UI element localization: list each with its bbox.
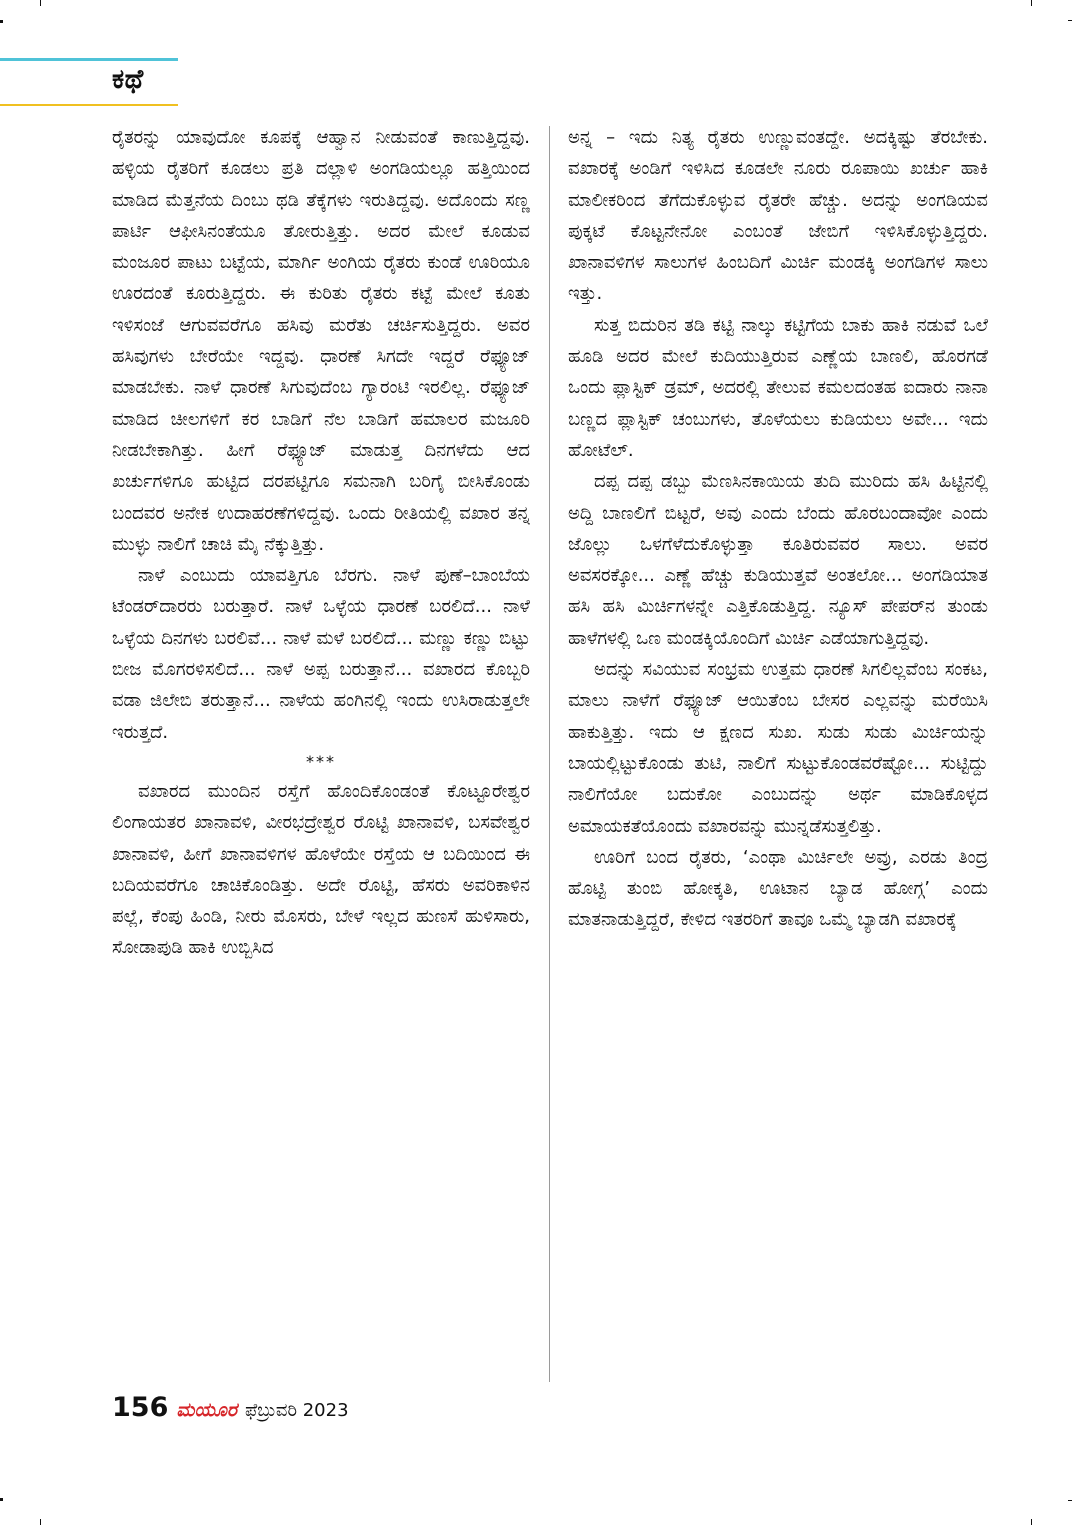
left-column [112,122,530,1384]
crop-mark [0,20,3,23]
crop-mark [1068,1500,1072,1501]
paragraph: ಸುತ್ತ ಬಿದುರಿನ ತಡಿ ಕಟ್ಟಿ ನಾಲ್ಕು ಕಟ್ಟಿಗೆಯ ಬಾಕು ಹಾಕಿ ನಡುವೆ ಒಲೆ ಹೂಡಿ ಅದರ ಮೇಲೆ ಕುದಿಯುತ್ತಿರುವ ಎಣ್ಣೆಯ ಬಾಣಲಿ, ಹೊರಗಡೆ ಒಂದು ಪ್ಲಾಸ್ಟಿಕ್ ಡ್ರಮ್, ಅದರಲ್ಲಿ ತೇಲುವ ಕಮಲದಂತಹ ಐದಾರು ನಾನಾ ಬಣ್ಣದ ಪ್ಲಾಸ್ಟಿಕ್ ಚಂಬುಗಳು, ತೊಳೆಯಲು ಕುಡಿಯಲು ಅವೇ... ಇದು ಹೋಟೆಲ್. [568,314,988,461]
crop-mark [0,1498,3,1501]
section-title: ಕಥೆ [112,64,144,95]
right-column [568,122,988,1384]
paragraph: ರೈತರನ್ನು ಯಾವುದೋ ಕೂಪಕ್ಕೆ ಆಹ್ವಾನ ನೀಡುವಂತೆ ಕಾಣುತ್ತಿದ್ದವು. ಹಳ್ಳಿಯ ರೈತರಿಗೆ ಕೂಡಲು ಪ್ರತಿ ದಲ್ಲಾಳಿ ಅಂಗಡಿಯಲ್ಲೂ ಹತ್ತಿಯಿಂದ ಮಾಡಿದ ಮೆತ್ತನೆಯ ದಿಂಬು ಥಡಿ ತೆಕ್ಕೆಗಳು ಇರುತಿದ್ದವು. ಅದೊಂದು ಸಣ್ಣ ಪಾರ್ಟಿ ಆಫೀಸಿನಂತೆಯೂ ತೋರುತ್ತಿತ್ತು. ಅದರ ಮೇಲೆ ಕೂಡುವ ಮಂಜೂರ ಪಾಟು ಬಟ್ಟೆಯ, ಮಾರ್ಗಿ ಅಂಗಿಯ ರೈತರು ಕುಂಡೆ ಊರಿಯೂ ಊರದಂತೆ ಕೂರುತ್ತಿದ್ದರು. ಈ ಕುರಿತು ರೈತರು ಕಟ್ಟೆ ಮೇಲೆ ಕೂತು ಇಳಿಸಂಜೆ ಆಗುವವರೆಗೂ ಹಸಿವು ಮರೆತು ಚರ್ಚಿಸುತ್ತಿದ್ದರು. ಅವರ ಹಸಿವುಗಳು ಬೇರೆಯೇ ಇದ್ದವು. ಧಾರಣೆ ಸಿಗದೇ ಇದ್ದರೆ ರೆಫ್ಯೂಜ್ ಮಾಡಬೇಕು. ನಾಳೆ ಧಾರಣೆ ಸಿಗುವುದೆಂಬ ಗ್ಯಾರಂಟಿ ಇರಲಿಲ್ಲ. ರೆಫ್ಯೂಜ್ ಮಾಡಿದ ಚೀಲಗಳಿಗೆ ಕರ ಬಾಡಿಗೆ ನೆಲ ಬಾಡಿಗೆ ಹಮಾಲರ ಮಜೂರಿ ನೀಡಬೇಕಾಗಿತ್ತು. ಹೀಗೆ ರೆಫ್ಯೂಜ್ ಮಾಡುತ್ತ ದಿನಗಳೆದು ಆದ ಖರ್ಚುಗಳಿಗೂ ಹುಟ್ಟಿದ ದರಪಟ್ಟಿಗೂ ಸಮನಾಗಿ ಬರಿಗೈ ಬೀಸಿಕೊಂಡು ಬಂದವರ ಅನೇಕ ಉದಾಹರಣೆಗಳಿದ್ದವು. ಒಂದು ರೀತಿಯಲ್ಲಿ ವಖಾರ ತನ್ನ ಮುಳ್ಳು ನಾಲಿಗೆ ಚಾಚಿ ಮೈ ನೆಕ್ಕುತ್ತಿತ್ತು. [112,127,530,555]
crop-mark [40,1519,41,1525]
page-number: 156 [112,1392,169,1423]
paragraph: ದಪ್ಪ ದಪ್ಪ ಡಬ್ಬು ಮೆಣಸಿನಕಾಯಿಯ ತುದಿ ಮುರಿದು ಹಸಿ ಹಿಟ್ಟಿನಲ್ಲಿ ಅದ್ದಿ ಬಾಣಲಿಗೆ ಬಿಟ್ಟರೆ, ಅವು ಎಂದು ಬೆಂದು ಹೊರಬಂದಾವೋ ಎಂದು ಜೊಲ್ಲು ಒಳಗೆಳೆದುಕೊಳ್ಳುತ್ತಾ ಕೂತಿರುವವರ ಸಾಲು. ಅವರ ಅವಸರಕ್ಕೋ... ಎಣ್ಣೆ ಹೆಚ್ಚು ಕುಡಿಯುತ್ತವೆ ಅಂತಲೋ... ಅಂಗಡಿಯಾತ ಹಸಿ ಹಸಿ ಮಿರ್ಚಿಗಳನ್ನೇ ಎತ್ತಿಕೊಡುತ್ತಿದ್ದ. ನ್ಯೂಸ್ ಪೇಪರ್‌ನ ತುಂಡು ಹಾಳೆಗಳಲ್ಲಿ ಒಣ ಮಂಡಕ್ಕಿಯೊಂದಿಗೆ ಮಿರ್ಚಿ ಎಡೆಯಾಗುತ್ತಿದ್ದವು. [568,471,988,649]
crop-mark [1031,0,1032,6]
header-underline-rule [0,104,178,106]
magazine-logo: ಮಯೂರ [176,1399,237,1421]
paragraph: ಅದನ್ನು ಸವಿಯುವ ಸಂಭ್ರಮ ಉತ್ತಮ ಧಾರಣೆ ಸಿಗಲಿಲ್ಲವೆಂಬ ಸಂಕಟ, ಮಾಲು ನಾಳೆಗೆ ರೆಫ್ಯೂಜ್ ಆಯಿತೆಂಬ ಬೇಸರ ಎಲ್ಲವನ್ನು ಮರೆಯಿಸಿ ಹಾಕುತ್ತಿತ್ತು. ಇದು ಆ ಕ್ಷಣದ ಸುಖ. ಸುಡು ಸುಡು ಮಿರ್ಚಿಯನ್ನು ಬಾಯಲ್ಲಿಟ್ಟುಕೊಂಡು ತುಟಿ, ನಾಲಿಗೆ ಸುಟ್ಟುಕೊಂಡವರೆಷ್ಟೋ... ಸುಟ್ಟಿದ್ದು ನಾಲಿಗೆಯೋ ಬದುಕೋ ಎಂಬುದನ್ನು ಅರ್ಥ ಮಾಡಿಕೊಳ್ಳದ ಅಮಾಯಕತೆಯೊಂದು ವಖಾರವನ್ನು ಮುನ್ನಡೆಸುತ್ತಲಿತ್ತು. [568,659,988,837]
column-divider-rule [549,126,550,1382]
paragraph: ಊರಿಗೆ ಬಂದ ರೈತರು, ‘ಎಂಥಾ ಮಿರ್ಚಿಲೇ ಅವ್ರು, ಎರಡು ತಿಂದ್ರ ಹೊಟ್ಟಿ ತುಂಬಿ ಹೋಕ್ಕತಿ, ಊಟಾನ ಬ್ಯಾಡ ಹೋಗ್ಗ’ ಎಂದು ಮಾತನಾಡುತ್ತಿದ್ದರೆ, ಕೇಳಿದ ಇತರರಿಗೆ ತಾವೂ ಒಮ್ಮೆ ಬ್ಯಾಡಗಿ ವಖಾರಕ್ಕೆ [568,846,988,931]
paragraph: ಅನ್ನ – ಇದು ನಿತ್ಯ ರೈತರು ಉಣ್ಣುವಂತದ್ದೇ. ಅದಕ್ಕಿಷ್ಟು ತೆರಬೇಕು. ವಖಾರಕ್ಕೆ ಅಂಡಿಗೆ ಇಳಿಸಿದ ಕೂಡಲೇ ನೂರು ರೂಪಾಯಿ ಖರ್ಚು ಹಾಕಿ ಮಾಲೀಕರಿಂದ ತೆಗೆದುಕೊಳ್ಳುವ ರೈತರೇ ಹೆಚ್ಚು. ಅದನ್ನು ಅಂಗಡಿಯವ ಪುಕ್ಕಟೆ ಕೊಟ್ಟನೇನೋ ಎಂಬಂತೆ ಜೇಬಿಗೆ ಇಳಿಸಿಕೊಳ್ಳುತ್ತಿದ್ದರು. ಖಾನಾವಳಿಗಳ ಸಾಲುಗಳ ಹಿಂಬದಿಗೆ ಮಿರ್ಚಿ ಮಂಡಕ್ಕಿ ಅಂಗಡಿಗಳ ಸಾಲು ಇತ್ತು. [568,127,988,305]
paragraph: ನಾಳೆ ಎಂಬುದು ಯಾವತ್ತಿಗೂ ಬೆರಗು. ನಾಳೆ ಪುಣೆ–ಬಾಂಬೆಯ ಟೆಂಡರ್‌ದಾರರು ಬರುತ್ತಾರೆ. ನಾಳೆ ಒಳ್ಳೆಯ ಧಾರಣೆ ಬರಲಿದೆ... ನಾಳೆ ಒಳ್ಳೆಯ ದಿನಗಳು ಬರಲಿವೆ... ನಾಳೆ ಮಳೆ ಬರಲಿದೆ... ಮಣ್ಣು ಕಣ್ಣು ಬಿಟ್ಟು ಬೀಜ ಮೊಗರಳಿಸಲಿದೆ... ನಾಳೆ ಅಪ್ಪ ಬರುತ್ತಾನೆ... ವಖಾರದ ಕೊಬ್ಬರಿ ವಡಾ ಜಿಲೇಬಿ ತರುತ್ತಾನೆ... ನಾಳೆಯ ಹಂಗಿನಲ್ಲಿ ಇಂದು ಉಸಿರಾಡುತ್ತಲೇ ಇರುತ್ತದೆ. [112,565,530,743]
header-accent-rule [0,58,178,61]
paragraph: ವಖಾರದ ಮುಂದಿನ ರಸ್ತೆಗೆ ಹೊಂದಿಕೊಂಡಂತೆ ಕೊಟ್ಟೂರೇಶ್ವರ ಲಿಂಗಾಯತರ ಖಾನಾವಳಿ, ವೀರಭದ್ರೇಶ್ವರ ರೊಟ್ಟಿ ಖಾನಾವಳಿ, ಬಸವೇಶ್ವರ ಖಾನಾವಳಿ, ಹೀಗೆ ಖಾನಾವಳಿಗಳ ಹೊಳೆಯೇ ರಸ್ತೆಯ ಆ ಬದಿಯಿಂದ ಈ ಬದಿಯವರೆಗೂ ಚಾಚಿಕೊಂಡಿತ್ತು. ಅದೇ ರೊಟ್ಟಿ, ಹೆಸರು ಅವರಿಕಾಳಿನ ಪಲ್ಲೆ, ಕೆಂಪು ಹಿಂಡಿ, ನೀರು ಮೊಸರು, ಬೇಳೆ ಇಲ್ಲದ ಹುಣಸೆ ಹುಳಿಸಾರು, ಸೋಡಾಪುಡಿ ಹಾಕಿ ಉಬ್ಬಿಸಿದ [112,780,530,959]
section-divider: *** [306,751,336,771]
page-footer [112,1392,349,1432]
issue-date: ಫೆಬ್ರುವರಿ 2023 [244,1400,349,1421]
crop-mark [1068,20,1072,21]
crop-mark [1031,1519,1032,1525]
crop-mark [40,0,41,6]
